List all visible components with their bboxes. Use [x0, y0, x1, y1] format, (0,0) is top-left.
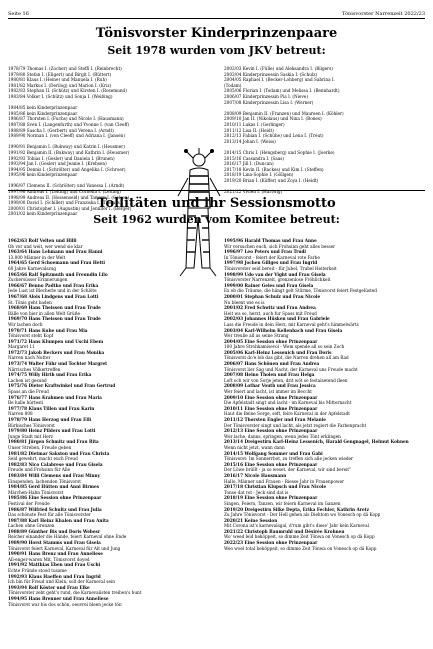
list-item [8, 507, 208, 518]
entry-title: 1996/97 Leo Peters und Frau Trudi [224, 249, 307, 255]
list-item [224, 473, 425, 484]
list-item [224, 540, 425, 551]
list-item [8, 361, 208, 372]
entry-motto: Festival der Freude [8, 500, 50, 506]
list-item [8, 249, 208, 260]
list-item: 2015/16 Cassandra I. (Saas) [224, 155, 285, 161]
entry-motto: Einspenden, lachenden Tönisvorst [8, 478, 81, 484]
entry-title: 1967/68 Alois Lindgens und Frau Lotti [8, 293, 99, 299]
entry-motto: Lachen ist gesund [8, 377, 47, 383]
list-item: 2002/03 Kevin I. (Fülle) und Aleksandra I. (Bilgers) [224, 66, 333, 71]
entry-motto: Mit Corona ist's karnevalsgal, d'rum gibt's diese' Jahr kein Karneval [224, 523, 370, 529]
list-item: 2009/10 Jan II. (Nikolaus) und Nina I. (Bones) [224, 116, 322, 122]
list-item [224, 294, 425, 305]
list-item [224, 383, 425, 394]
entry-title: 1982/83 Nico Calabrese und Frau Gisela [8, 461, 103, 467]
entry-title: 2016/17 Nicole Hausmann [224, 472, 287, 478]
list-item: 2010/11 Lukas I. (Gerlinger) [224, 121, 285, 127]
entry-title: 1990/91 Hans Brenz und Frau Anneliese [8, 551, 103, 557]
list-item [224, 417, 425, 428]
section1-subtitle: Seit 1978 wurden vom JKV betreut: [107, 44, 326, 57]
entry-title: 1993/94 Rolf Köster und Frau Elke [8, 584, 90, 590]
list-item: 2003/04 Kinderprinzessin Saskia I. (Schulz) [224, 71, 318, 77]
list-item: 2011/12 Lisa II. (Heidt) [224, 127, 274, 133]
entry-motto: All-enger-waren Mit, Tönisvorst doyed [8, 556, 90, 562]
entry-title: 2005/06 Karl-Heinz Lessenich und Frau Doris [224, 349, 332, 355]
entry-title: 2000/01 Stephan Schulz und Frau Nicole [224, 293, 321, 299]
entry-motto: Unser Streben, Freude geben [8, 444, 72, 450]
entry-title: 1989/90 Horst Stamms und Frau Gisela [8, 540, 101, 546]
list-item: 1980/81 Klaus I. (Heine) und Manuela I. (Ruh) [8, 77, 107, 83]
entry-title: 1983/84 Willi Clemens und Frau Minny [8, 472, 101, 478]
list-item: 1979/80 Stefan I. (Eligert) und Birgit I. (Rüttert) [8, 71, 112, 77]
list-item [8, 406, 208, 417]
entry-motto: Nu bleent wie es is [224, 299, 265, 305]
entry-motto: Weo woel total heköppeit, so dimme Zeit Tönwa on Vonesch op dä Kopp [224, 545, 377, 551]
entry-title: 1976/77 Hans Krahmen und Frau Maria [8, 394, 102, 400]
list-item: 1997/98 Andreas I. (Leiting) und Cornelia I. (Leiting) [8, 189, 121, 195]
entry-motto: Spass an die Freud [8, 389, 49, 395]
entry-motto: Seid gewehrt, macht euch Freud [8, 456, 78, 462]
list-item [8, 339, 208, 350]
publication-title: Tönisvorster Narrenzeit 2022/23 [341, 11, 425, 17]
list-item: 1982/83 Stephan II. (Schütz) und Kirsten I. (Rosemund) [8, 88, 127, 94]
kinderprinzenpaare-list-left [8, 66, 176, 217]
entry-motto: Margaret 11 [8, 344, 35, 350]
entry-motto: Der Tönisvorster singt und lacht, als jetzt regiert die Farbenpracht [224, 422, 367, 428]
entry-title: 1985/86 Eine Session ohne Prinzenpaar [8, 495, 102, 501]
list-item [224, 316, 425, 327]
list-item [224, 406, 425, 417]
list-item: 1986/87 Thorsten I. (Fuchs) und Nicole I. (Hausmann) [8, 116, 124, 122]
entry-motto: Ob vor und weit, wer wend sie klar [8, 243, 83, 249]
list-item [224, 462, 425, 473]
entry-motto: Tönisvorst steht Kopf [8, 333, 54, 339]
entry-title: 2017/18 Christian Klupsch und Frau Nicole [224, 484, 327, 490]
entry-title: 2014/15 Wolfgang Sommer und Frau Gabi [224, 450, 323, 456]
list-item [8, 551, 208, 562]
entry-title: 2009/10 Eine Session ohne Prinzenpaar [224, 394, 318, 400]
list-item: (Todam) [224, 82, 242, 88]
entry-title: 2003/04 Karl-Wilhelm Kellenbach und Frau Gisela [224, 327, 343, 333]
list-item: 1984/85 kein Kinderprinzenpaar [8, 105, 78, 111]
section1-title: Tönisvorster Kinderprinzenpaare [95, 26, 338, 41]
list-item [224, 518, 425, 529]
entry-motto: Das schönste Fest für alle Tönisvorster [8, 512, 91, 518]
entry-motto: Die Apfelstadt singt und lacht - im Karneval bis Mitternacht [224, 400, 352, 406]
list-item: 1989/90 Norman I. (von Cleeff) und Adriana I. (Jansen) [8, 133, 125, 139]
list-item [8, 316, 208, 327]
list-item: 2017/18 Kevin II. (Backes) und Kim I. (Steffen) [224, 166, 324, 172]
entry-motto: Ex ob die Träume, die hängt gelt Stürme, Tönisvorst feiert Festgelüsted [224, 288, 377, 294]
list-item [224, 260, 425, 271]
entry-title: 2001/02 Fred Schwitz und Frau Andrea [224, 305, 316, 311]
entry-title: 1991/92 Matthias Eben und Frau Uschi [8, 562, 101, 568]
entry-title: 1979/80 Heinz Pilders und Frau Lotti [8, 428, 96, 434]
entry-title: 2020/21 Keine Session [224, 517, 278, 523]
list-item [8, 495, 208, 506]
entry-motto: Lass die Freude in dein Herz, mit Karneval geht's himmelwärts [224, 321, 359, 327]
list-item: 1990/91 Benjamin I. (Bukway) und Katrin I. (Heusmer) [8, 144, 125, 150]
page-header [8, 9, 425, 17]
entry-motto: Tönisvorst: Im Sonnerrbot, zu treffen sich alle jecken wieder [224, 456, 354, 462]
entry-motto: Tonse dat rot - Jeck sind dat is [224, 489, 289, 495]
entry-title: 2002/03 Johannes Hüsken und Frau Gabriele [224, 316, 330, 322]
entry-motto: Be halle hürtesti [8, 400, 44, 406]
list-item: 1981/82 Markus I. (Derilog) und Marion I. (Kriz) [8, 82, 112, 88]
list-item: 2016/17 Jill I. (Duncan) [224, 161, 274, 167]
entry-title: 1988/89 Günther Bis und Doris Webesr [8, 528, 101, 534]
list-item [8, 585, 208, 596]
entry-motto: 60 Jahre Karnevalszug [8, 265, 57, 271]
entry-motto: Tönisvorster seid bereit - für Jubel, Trubel Heiterkeit [224, 265, 337, 271]
entry-title: 1973/74 Walter Führ und Tochter Margret [8, 361, 108, 367]
list-item: 2013/14 Johan I. (Weiss) [224, 138, 276, 144]
entry-motto: Tönisvorst war bis dos schön, oeuvrei bleen jecke tön [8, 601, 122, 607]
entry-title: 1987/88 Karl Heinz Khalen und Frau Anita [8, 517, 109, 523]
list-item [8, 596, 208, 607]
entry-motto: In Tönisvorst - feiert der Karneval rote Farbe [224, 254, 320, 260]
entry-motto: Heit wa so, herzt, auch fur Spass mit Freud [224, 310, 317, 316]
list-item: 2012/13 Fabian I. (Schühe) und Lena I. (Treut) [224, 133, 324, 139]
list-item [8, 518, 208, 529]
kinderprinzenpaare-list-right [224, 66, 424, 195]
list-item: 1995/96 kein Kinderprinzenpaar [8, 172, 78, 178]
entry-title: 1981/82 Dietmar Sakston und Frau Christa [8, 450, 110, 456]
entry-title: 1964/65 Gerd Schoemann und Frau Hetti [8, 260, 105, 266]
entry-motto: Bürkisches Tönisvorst [8, 422, 55, 428]
list-item [8, 574, 208, 585]
entry-motto: Wir versuchen euch, sich Frohsinn geht alles besser [224, 243, 336, 249]
list-item: 2018/19 Lina-Sophie I. (Göllgen) [224, 172, 294, 178]
entry-title: 2008/09 Lothar Vouth und Frau Jessica [224, 383, 316, 389]
list-item [224, 428, 425, 439]
header-rule [8, 18, 425, 19]
entry-motto: Hallo, Männer und Frauen - Riesse Jahr in Frauenpower [224, 478, 344, 484]
list-item: 2001/02 kein Kinderprinzenpaar [8, 211, 78, 217]
entry-title: 1965/66 Ralf Spitzmuth und Freundin Lilo [8, 271, 108, 277]
entry-motto: 100 Jahre Strohkamisevol - Wem spende all so sein Zoch [224, 344, 345, 350]
list-item: 1996/97 Clemens II. (Schrölter) und Vanessa I. (Arndt) [8, 183, 125, 189]
entry-motto: Zu Jahre Tönisvorst - Der Hell gehen als Diehtom wo Vonesch op dä Kopp [224, 512, 381, 518]
list-item [224, 283, 425, 294]
list-item [224, 350, 425, 361]
section2-title: Tollitäten und ihr Sessionsmotto [97, 196, 336, 211]
list-item [224, 395, 425, 406]
list-item [8, 451, 208, 462]
entry-title: 2011/12 Thorsten Engler und Frau Melanie [224, 417, 326, 422]
entry-motto: Wir lachen doch [8, 321, 43, 327]
entry-title: 1992/93 Klaus Haeffen und Frau Ingrid [8, 573, 101, 579]
list-item: 1993/94 Jan I. (Gesler) und Jeanie I. (Krebsen) [8, 161, 107, 167]
entry-motto: Narren nach Nutter [8, 355, 51, 361]
list-item [224, 238, 425, 249]
entry-title: 2007/08 Heino Tholen und Frau Helga [224, 372, 315, 378]
entry-motto: Echte Fründe stood tusame [8, 568, 67, 574]
entry-motto: Zuckersüsser Erinnerungen [8, 277, 68, 283]
entry-motto: Märchen-Hahn Tönisvorst [8, 489, 64, 495]
entry-title: 2019/20 Dreigestirn Silke Depta, Erika Fechler, Kathrin Aretz [224, 506, 369, 512]
entry-motto: Lachen ohne Grenzen [8, 523, 55, 529]
list-item: 2007/08 Kinderprinzessin Lisa I. (Werner) [224, 99, 314, 105]
entry-motto: Wer feiert and lacht, ist immer im Beccht [224, 389, 312, 395]
entry-title: 2015/16 Eine Session ohne Prinzenpaar [224, 461, 318, 467]
entry-title: 1986/87 Wilfried Schultz und Frau Julia [8, 506, 102, 512]
entry-title: 1970/71 Hans Kuhe und Frau Mia [8, 327, 88, 333]
entry-title: 2013/14 Dreigestirn Karl-Heinz Lessenich, Harald Gengnagel, Helmut Kohnen [224, 439, 409, 445]
entry-motto: St. Tönis geht baden [8, 299, 52, 305]
list-item [8, 462, 208, 473]
list-item: 1983/84 Volker I. (Schütz) und Sonja I. (Weißing) [8, 93, 113, 99]
entry-motto: Freude und Frohsinn für Alle [8, 467, 71, 473]
list-item [8, 350, 208, 361]
entry-title: 2018/19 Eine Session ohne Prinzenpaar [224, 495, 318, 501]
list-item [224, 305, 425, 316]
list-item: 1994/95 Dennis I. (Schrölter) und Angelika I. (Schroer) [8, 166, 126, 172]
list-item: 2008/09 Benjamin II. (Franzen) und Maureen I. (Köhler) [224, 110, 344, 116]
entry-title: 1995/96 Harald Thomas und Frau Anne [224, 238, 317, 243]
entry-title: 2012/13 Eine Session ohne Prinzenpaar [224, 428, 318, 434]
list-item [8, 428, 208, 439]
entry-motto: Wer lache, danns, springen, wenn jedes Tönt erklingen [224, 433, 341, 439]
list-item [224, 361, 425, 372]
list-item [8, 540, 208, 551]
list-item [8, 562, 208, 573]
list-item: 2021/22 Vivien I. (Hartwig) [224, 189, 283, 195]
list-item [224, 328, 425, 339]
list-item [224, 507, 425, 518]
entry-motto: Loft och wir von Sorje jeten, drit wöt so festalsetend fleen [224, 377, 348, 383]
entry-title: 1994/95 Hans Brenner und Frau Anneliese [8, 596, 109, 601]
entry-title: 1968/69 Hans Theissen und Frau Trude [8, 305, 101, 311]
list-item: 2014/15 Chris I. (Hengsberg) und Sophie I. (Joerke) [224, 149, 335, 155]
entry-title: 2006/07 Hans Schönen und Frau Andrea [224, 361, 320, 367]
entry-title: 1975/76 Dieter Kraftwinkel und Frau Gertrud [8, 383, 116, 389]
entry-motto: Haut die Beine Sorge, seft, feire Karneval in der Apfelstadt [224, 411, 350, 417]
list-item [8, 305, 208, 316]
entry-title: 1977/78 Klaus Tillen und Frau Karin [8, 405, 95, 411]
list-item: 1998/99 Andreas II. (Hossenseld) und Tamara I. (Gelsen) [8, 194, 130, 200]
entry-motto: Tönisvorst feiert Karneval, Karneval für Alt und Jung [8, 545, 121, 551]
entry-motto: Ich bin für Freud und Klein, soll der Karneval sein [8, 579, 115, 585]
list-item: 2019/20 Brian I. (Küffer) und Zoya I. (Heidt) [224, 177, 319, 183]
entry-title: 1971/72 Hans Klumpen und Uschi Ebem [8, 338, 104, 344]
entry-motto: Wer treulie all as seine Strang [224, 333, 289, 339]
list-item [8, 417, 208, 428]
list-item [224, 372, 425, 383]
entry-title: 1974/75 Willy Hirth und Frau Erika [8, 372, 92, 378]
entry-title: 1978/79 Hans Herzog und Frau Elli [8, 417, 92, 422]
entry-title: 2021/22 Christoph Baumruhl und Désirée Krohnen [224, 528, 345, 534]
tollitaeten-list-right [224, 238, 425, 643]
list-item [8, 395, 208, 406]
entry-motto: Tönisvorster zeht geht's rund, die Karnevalisten treiben's bunt [8, 590, 142, 596]
entry-title: 2010/11 Eine Session ohne Prinzenpaar [224, 405, 318, 411]
entry-motto: Tönisvorst do'e lob das gibt, die Narren drehen all am Rad [224, 355, 349, 361]
entry-title: 1984/85 Gerd Hütten und Anni Birmes [8, 484, 99, 490]
list-item [224, 339, 425, 350]
list-item [224, 484, 425, 495]
list-item [224, 272, 425, 283]
tollitaeten-list-left [8, 238, 208, 643]
list-item: 1988/89 Sascha I. (Gerbert) und Verena I. (Arndt) [8, 127, 114, 133]
entry-motto: Tönisvorst lier Sag und Nacht, der Karneval uns Freude macht [224, 366, 358, 372]
entry-title: 1997/98 Jochen Gillges und Frau Ingrid [224, 260, 318, 266]
entry-motto: Bälle von hier in allen Welt Grüße [8, 310, 80, 316]
entry-motto: Der Löwe brüllt - ja so weset, der Karneval, wir sind bereit" [224, 467, 352, 473]
list-item: 2000/01 Christopher I. (Augustin) und Jennifer I. (Berger) [8, 205, 132, 211]
entry-title: 1962/63 Rolf Velten und Hilli [8, 238, 77, 243]
list-item [8, 272, 208, 283]
list-item [8, 283, 208, 294]
list-item: 2004/05 Raphael I. (Becker-Lohberg) und Sabrina I. [224, 77, 335, 83]
entry-title: 1963/64 Hans Lehmann und Frau Hanni [8, 249, 103, 255]
list-item [224, 249, 425, 260]
list-item [224, 439, 425, 450]
entry-motto: Närrisches Völkertreffen [8, 366, 61, 372]
entry-motto: Wo' weed leid heköppeit, so dimme Zeit Tönwa on Vonesch op dä Kopp [224, 534, 375, 540]
entry-motto: Tönisvorster Narrenzeit, grenzenlose Fröhlichkeit [224, 277, 331, 283]
list-item: 1978/79 Thomas I. (Zocher) und Steffi I. (Reinbrecht) [8, 66, 122, 71]
entry-title: 1972/73 Jakob Beckers und Frau Monika [8, 349, 105, 355]
entry-title: 2004/05 Eine Session ohne Prinzenpaar [224, 338, 318, 344]
entry-motto: Singen, Feiern, Tanzen, wir feiern Karneval im Ganzen [224, 500, 341, 506]
list-item [8, 294, 208, 305]
entry-motto: Narren 808 [8, 411, 33, 417]
list-item: 1992/93 Tobias I. (Gesler) und Daniela I. (Brunen) [8, 155, 115, 161]
entry-motto: Jede Lust ist Blecherle und in der Schlöte [8, 288, 97, 294]
list-item [8, 383, 208, 394]
list-item [8, 484, 208, 495]
list-item [224, 451, 425, 462]
entry-motto: Junge Stadt mit Herz [8, 433, 53, 439]
section-divider [8, 190, 425, 191]
entry-title: 1998/99 Udo van der Vight und Frau Gisela [224, 271, 326, 277]
entry-motto: Wenn nicht jetzt, wann dann [224, 444, 285, 450]
page-number: Seite 16 [8, 11, 29, 17]
list-item [8, 439, 208, 450]
entry-motto: Reicher einander die Hände, feiert Karneval ohne Ende [8, 534, 127, 540]
list-item [8, 260, 208, 271]
list-item [8, 238, 208, 249]
entry-title: 1980/81 Jürgen Schmitz und Frau Rita [8, 439, 99, 445]
list-item [224, 495, 425, 506]
list-item: 1991/92 Benjamin II. (Bukway) und Kathrin I. (Heusmer) [8, 149, 130, 155]
entry-title: 1969/70 Hans Theissen und Frau Trude [8, 316, 101, 322]
list-item: 1987/88 Sven I. (Langenfurth) und Yvonne I. (van Cleeff) [8, 121, 130, 127]
list-item [8, 529, 208, 540]
entry-title: 2022/23 Eine Session ohne Prinzenpaar [224, 540, 318, 546]
list-item [224, 529, 425, 540]
section2-subtitle: Seit 1962 wurden vom Komitee betreut: [93, 213, 340, 226]
list-item [8, 473, 208, 484]
list-item: 1999/00 David I. (Schiller) und Franziska I. (Thomas) [8, 200, 122, 206]
entry-title: 1999/00 Rainer Geles und Frau Gisela [224, 282, 314, 288]
list-item: 2006/07 Kinderprinzessin Pia I. (Nieve) [224, 93, 309, 99]
list-item [8, 372, 208, 383]
list-item: 2005/06 Florian I. (Todam) und Melissa I. (Bennhardt) [224, 88, 340, 94]
entry-motto: 13.000 Männer in der Welt [8, 254, 66, 260]
list-item: 1985/86 kein Kinderprinzenpaar [8, 110, 78, 116]
list-item [8, 328, 208, 339]
entry-title: 1966/67 Benno Padtko und Frau Erika [8, 282, 99, 288]
